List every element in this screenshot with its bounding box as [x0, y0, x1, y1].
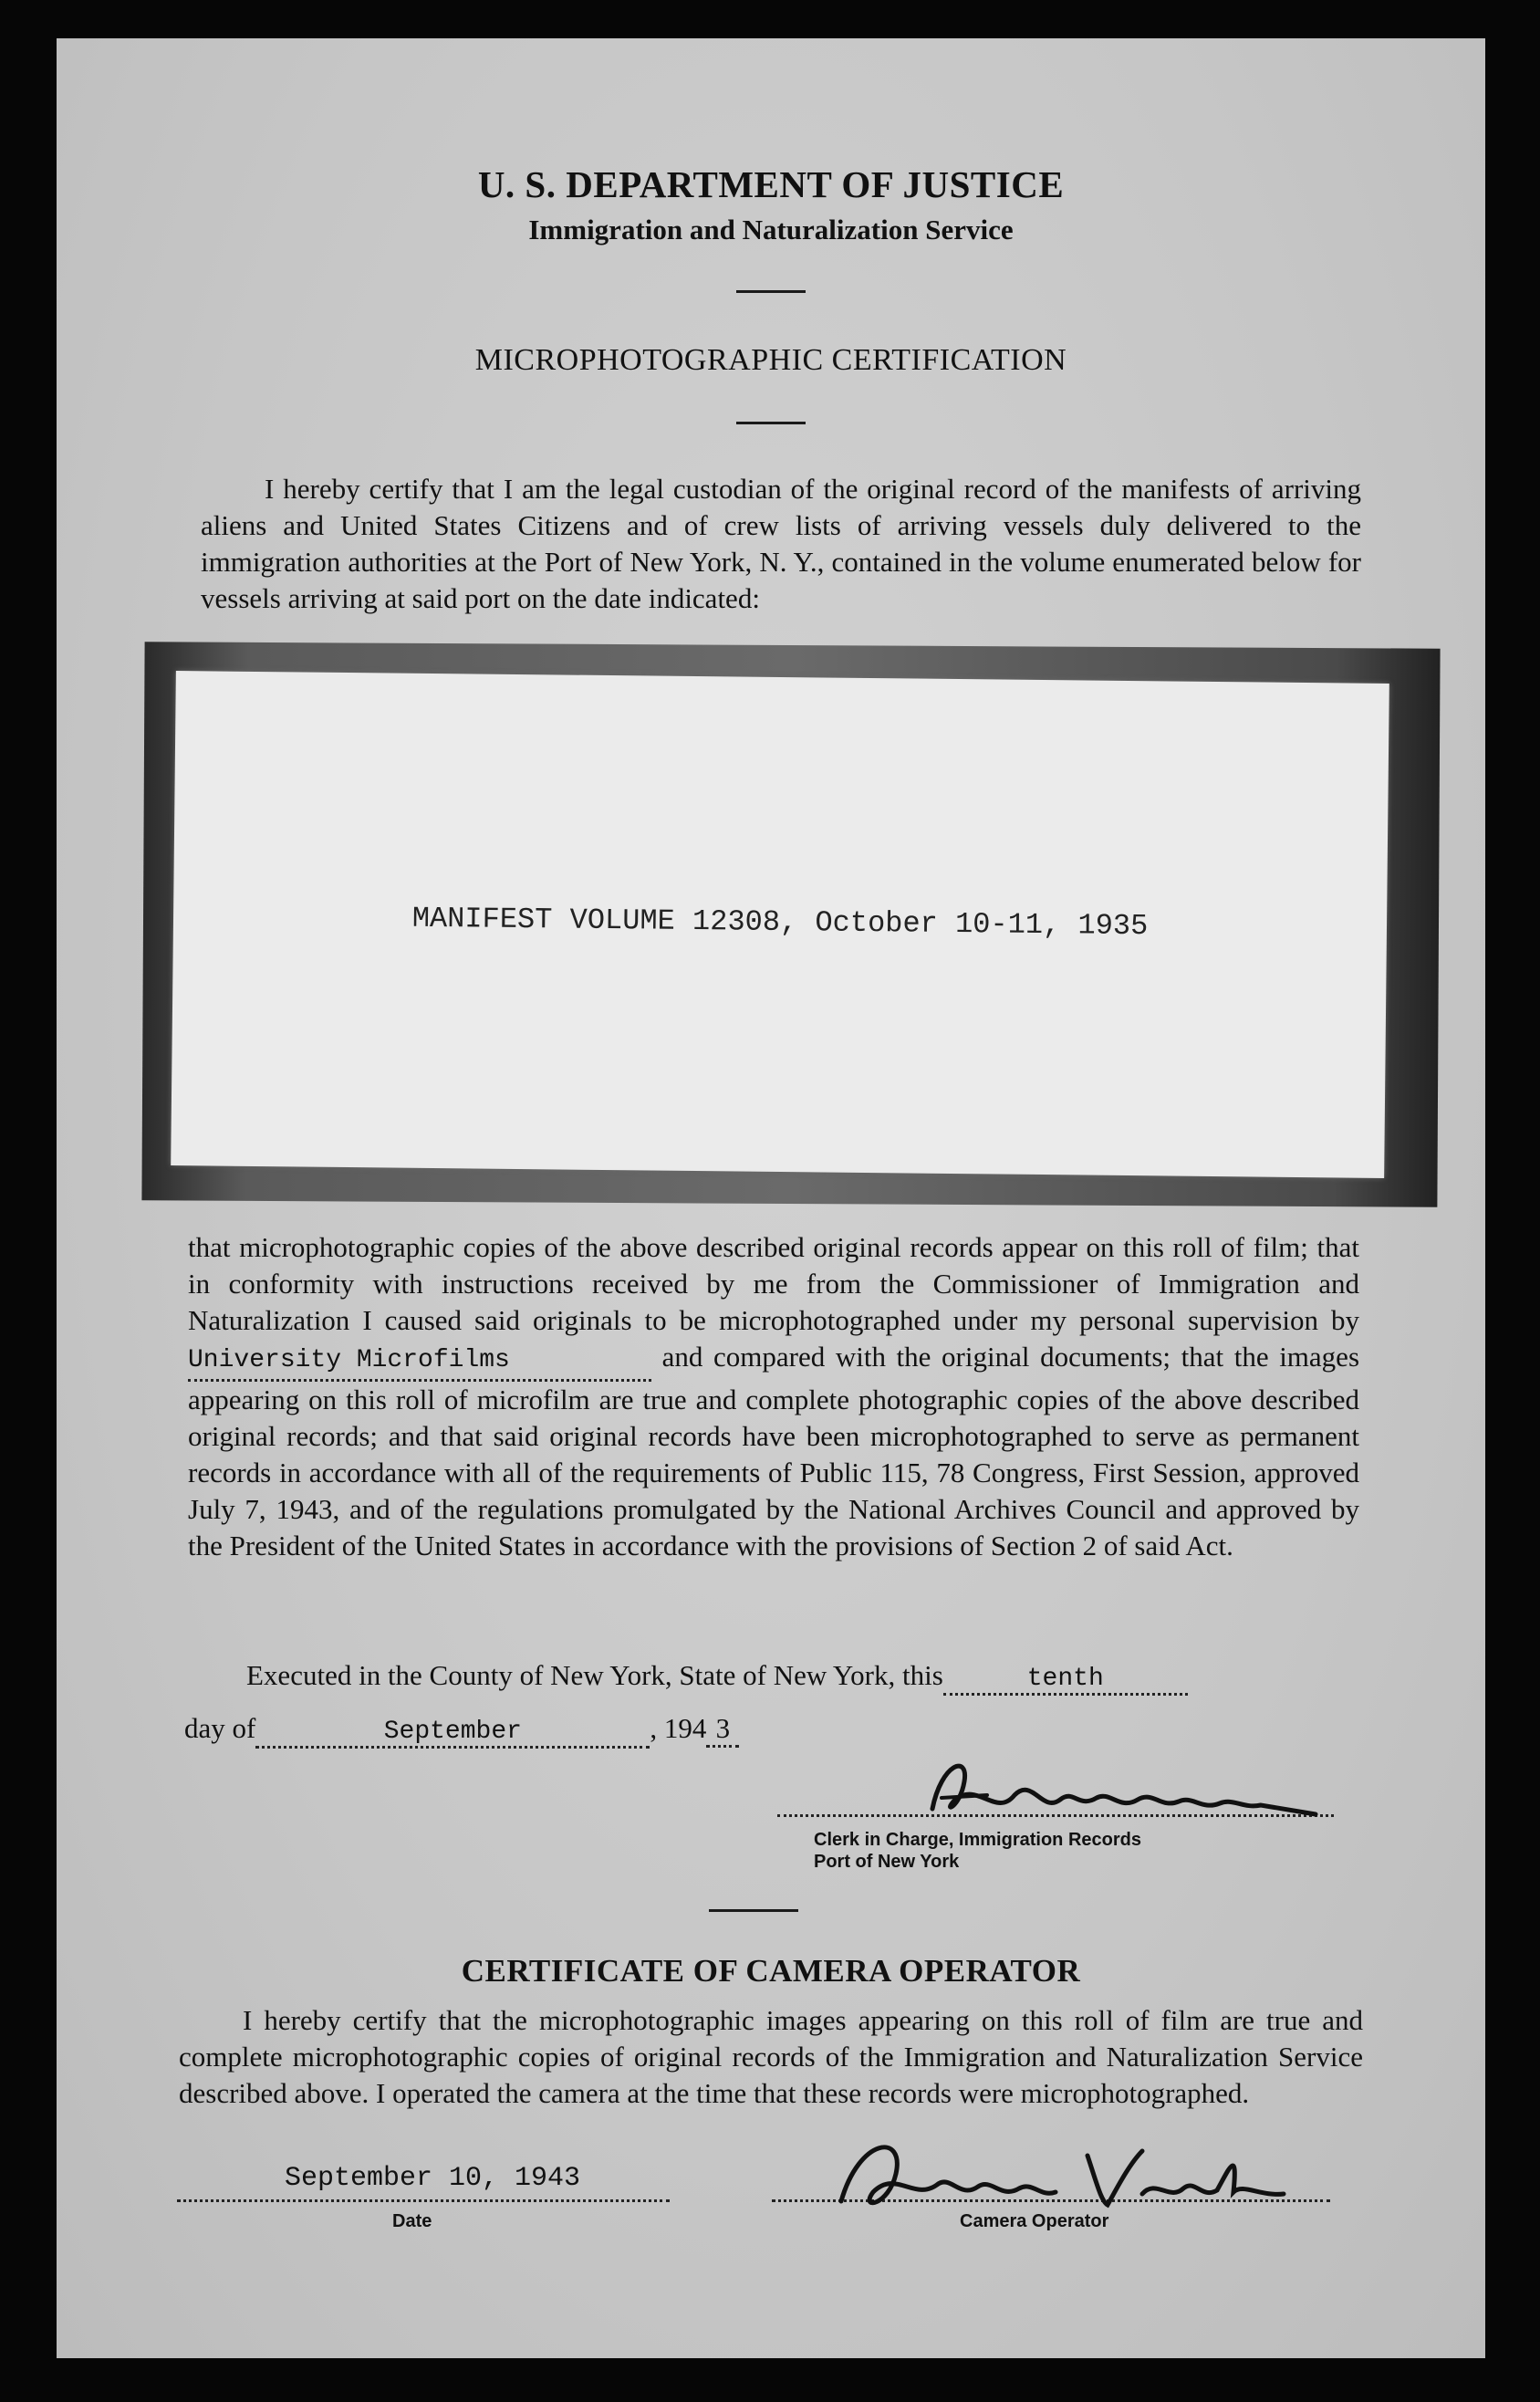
- date-line: [177, 2199, 670, 2202]
- executed-line: [246, 1659, 1188, 1696]
- clerk-title: [814, 1829, 1141, 1873]
- camera-text: I hereby certify that the microphotographic images appearing on this roll of film are true and complete microphotographic copies of original records of the Immigration and Naturalization Service described above. I operated the camera at the time that these records were microphotographed.: [179, 2004, 1363, 2109]
- year-digit: 3: [715, 1712, 731, 1744]
- divider-rule-top: [736, 290, 806, 293]
- divider-rule-title: [736, 422, 806, 424]
- clerk-signature: [914, 1745, 1334, 1836]
- executed-month: September: [383, 1718, 522, 1746]
- vendor-fill: [188, 1342, 651, 1382]
- certificate-page: [57, 38, 1485, 2358]
- camera-certificate-heading: CERTIFICATE OF CAMERA OPERATOR: [461, 1953, 1081, 1989]
- body-part1: that microphotographic copies of the above described original records appear on this roll of film; that in conformity with instructions received by me from the Commissioner of Immigration and Naturalization I caused said originals to be microphotographed under my personal supervision by: [188, 1231, 1359, 1336]
- executed-prefix: Executed in the County of New York, State of New York, this: [246, 1659, 943, 1691]
- camera-paragraph: [179, 2002, 1363, 2112]
- certification-title: MICROPHOTOGRAPHIC CERTIFICATION: [474, 343, 1067, 377]
- intro-text: I hereby certify that I am the legal custodian of the original record of the manifests of arriving aliens and United States Citizens and of crew lists of arriving vessels duly delivered to the immigration authorities at the Port of New York, N. Y., contained in the volume enumerated below for vessels arriving at said port on the date indicated:: [201, 473, 1361, 614]
- year-prefix: , 194: [650, 1712, 707, 1744]
- year-fill: [706, 1712, 739, 1748]
- intro-paragraph: [201, 471, 1361, 617]
- day-of-line: [184, 1712, 739, 1749]
- department-heading: U. S. DEPARTMENT OF JUSTICE: [477, 163, 1065, 205]
- clerk-title-line1: Clerk in Charge, Immigration Records: [814, 1830, 1141, 1850]
- service-subheading: Immigration and Naturalization Service: [528, 214, 1014, 245]
- month-fill: [255, 1718, 650, 1749]
- divider-rule-camera: [709, 1909, 798, 1912]
- date-label: Date: [392, 2211, 432, 2231]
- manifest-slip: [171, 671, 1389, 1178]
- executed-day: tenth: [1026, 1665, 1104, 1693]
- body-paragraph: [188, 1229, 1359, 1564]
- body-part2: and compared with the original documents; that the images appearing on this roll of microfilm are true and complete photographic copies of the above described original records; and that said original records have been microphotographed to serve as permanent records in accordance with all of the requirements of Public 115, 78 Congress, First Session, approved July 7, 1943, and of the regulations promulgated by the National Archives Council and approved by the President of the United States in accordance with the provisions of Section 2 of said Act.: [188, 1341, 1360, 1561]
- day-fill: [943, 1665, 1188, 1696]
- camera-date-value: September 10, 1943: [285, 2163, 581, 2194]
- manifest-volume-text: MANIFEST VOLUME 12308, October 10-11, 1935: [411, 901, 1149, 944]
- vendor-name: University Microfilms: [188, 1346, 510, 1374]
- day-of-label: day of: [184, 1712, 256, 1744]
- clerk-title-line2: Port of New York: [814, 1852, 960, 1872]
- camera-operator-label: Camera Operator: [960, 2211, 1109, 2231]
